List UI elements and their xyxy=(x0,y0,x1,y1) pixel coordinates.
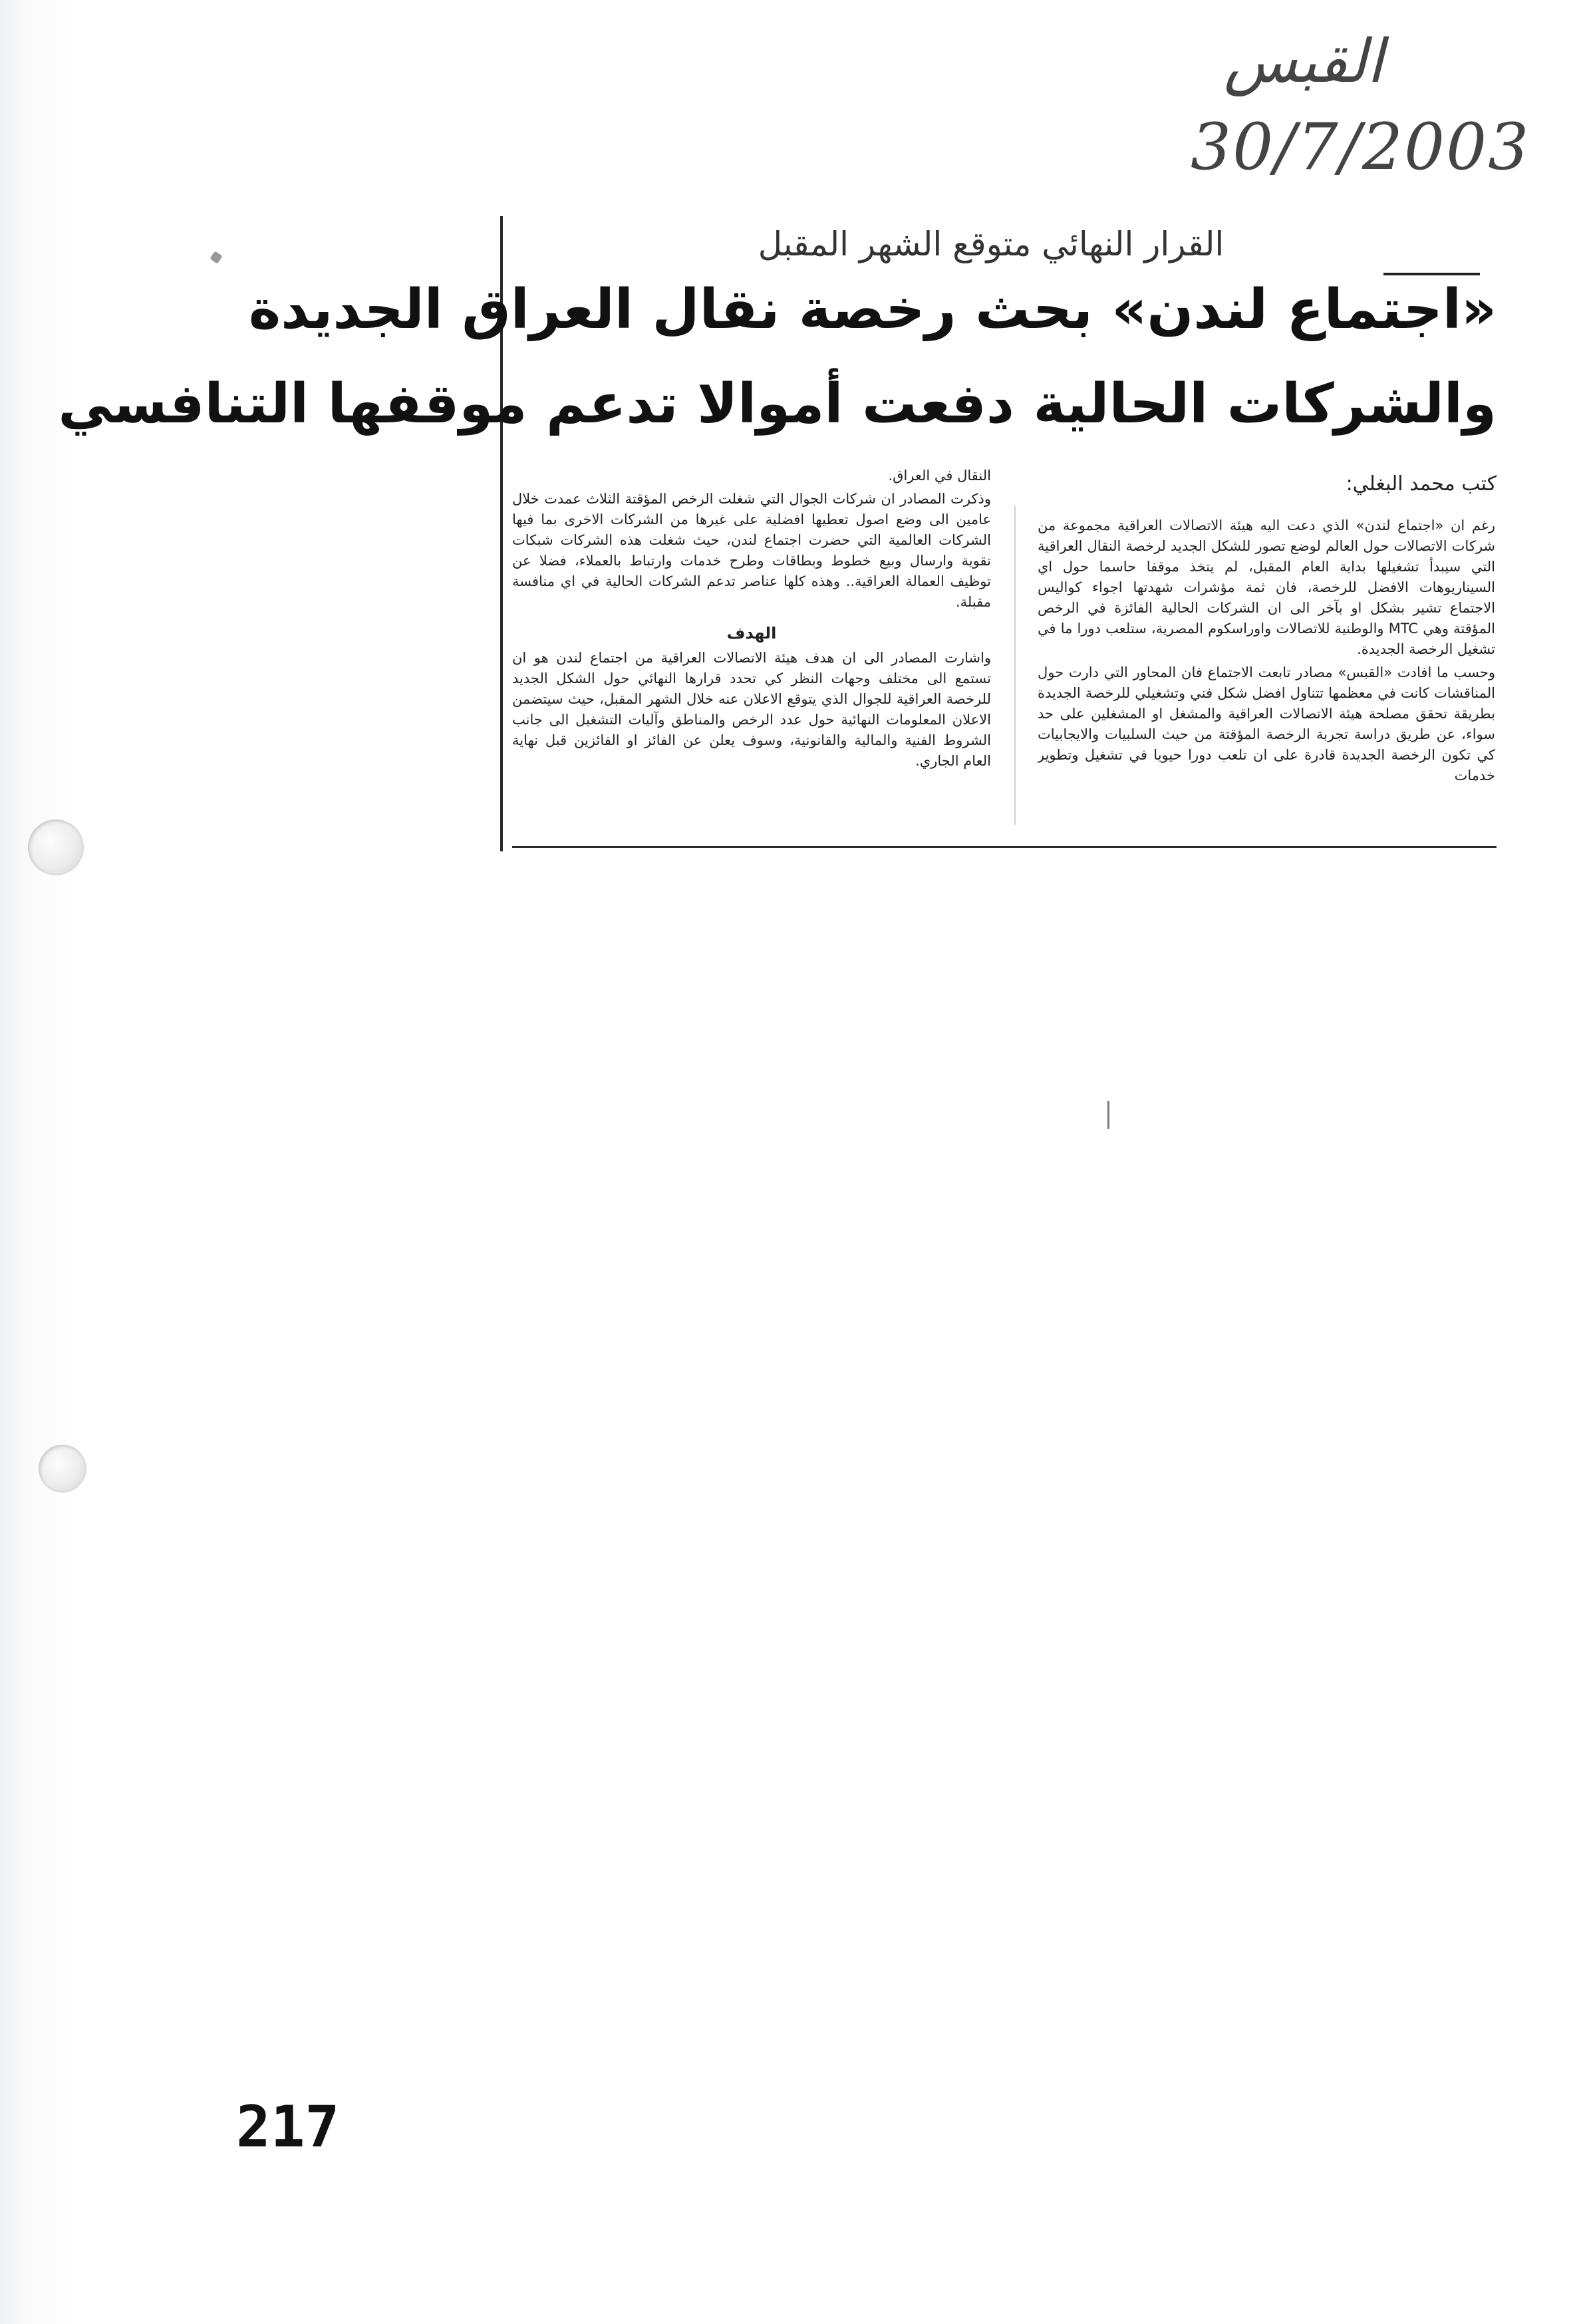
article-headline-line-2: والشركات الحالية دفعت أموالا تدعم موقفها التنافسي xyxy=(58,372,1497,436)
paragraph: رغم ان «اجتماع لندن» الذي دعت اليه هيئة الاتصالات العراقية مجموعة من شركات الاتصالات حول العالم لوضع تصور للشكل الجديد لرخصة النقال العراقية التي سيبدأ تشغيلها بداية العام المقبل، لم يتخذ موقفا حاسما حول اي السيناريوهات الافضل للرخصة، فان ثمة مؤشرات شهدتها اجواء كواليس الاجتماع تشير بشكل او بآخر الى ان الشركات الحالية الفائزة في الرخص المؤقتة وهي MTC والوطنية للاتصالات واوراسكوم المصرية، ستلعب دورا ما في تشغيل الرخصة الجديدة. xyxy=(1038,517,1495,657)
article-column-left xyxy=(512,466,991,838)
article-headline-line-1: «اجتماع لندن» بحث رخصة نقال العراق الجديدة xyxy=(248,278,1497,341)
page-number: 217 xyxy=(236,2094,340,2160)
paragraph: النقال في العراق. xyxy=(888,468,991,484)
article-subhead: الهدف xyxy=(726,624,777,643)
clipping-bottom-border xyxy=(512,846,1497,848)
punch-hole xyxy=(28,819,84,875)
paragraph: وحسب ما افادت «القبس» مصادر تابعت الاجتماع فان المحاور التي دارت حول المناقشات كانت في معظمها تتناول افضل شكل فني وتشغيلي للرخصة الجديدة بطريقة تحقق مصلحة هيئة الاتصالات العراقية والمشغل او المشغلين على حد سواء، عن طريق دراسة تجربة الرخصة المؤقتة من حيث السلبيات والايجابيات كي تكون الرخصة الجديدة قادرة على ان تلعب دورا حيويا في تشغيل وتطوير خدمات xyxy=(1038,664,1495,784)
punch-hole xyxy=(39,1445,86,1493)
paragraph: وذكرت المصادر ان شركات الجوال التي شغلت الرخص المؤقتة الثلاث عمدت خلال عامين الى وضع اصول تعطيها افضلية على غيرها من الشركات الاخرى بما فيها الشركات العالمية التي حضرت اجتماع لندن، حيث شغلت هذه الشركات شبكات تقوية وارسال وبيع خطوط وبطاقات وطرح خدمات وارتباط بالعملاء، فضلا عن توظيف العمالة العراقية.. وهذه كلها عناصر تدعم الشركات الحالية في اي منافسة مقبلة. xyxy=(512,491,991,610)
kicker-rule xyxy=(1383,273,1480,275)
scan-mark xyxy=(1107,1101,1109,1129)
handwritten-source-note: القبس xyxy=(1224,27,1383,96)
article-column-right xyxy=(1038,515,1495,841)
handwritten-date-note: 30/7/2003 xyxy=(1191,110,1530,184)
column-divider xyxy=(1014,506,1016,825)
article-kicker: القرار النهائي متوقع الشهر المقبل xyxy=(758,225,1224,263)
paragraph: واشارت المصادر الى ان هدف هيئة الاتصالات العراقية من اجتماع لندن هو ان تستمع الى مختلف وجهات النظر كي تحدد قرارها النهائي حول الشكل الجديد للرخصة العراقية للجوال الذي يتوقع الاعلان عنه خلال الشهر المقبل، حيث سيتضمن الاعلان المعلومات النهائية حول عدد الرخص والمناطق وآليات التشغيل الى جانب الشروط الفنية والمالية والقانونية، وسوف يعلن عن الفائز او الفائزين قبل نهاية العام الجاري. xyxy=(512,650,991,769)
article-byline: كتب محمد البغلي: xyxy=(1346,472,1497,496)
